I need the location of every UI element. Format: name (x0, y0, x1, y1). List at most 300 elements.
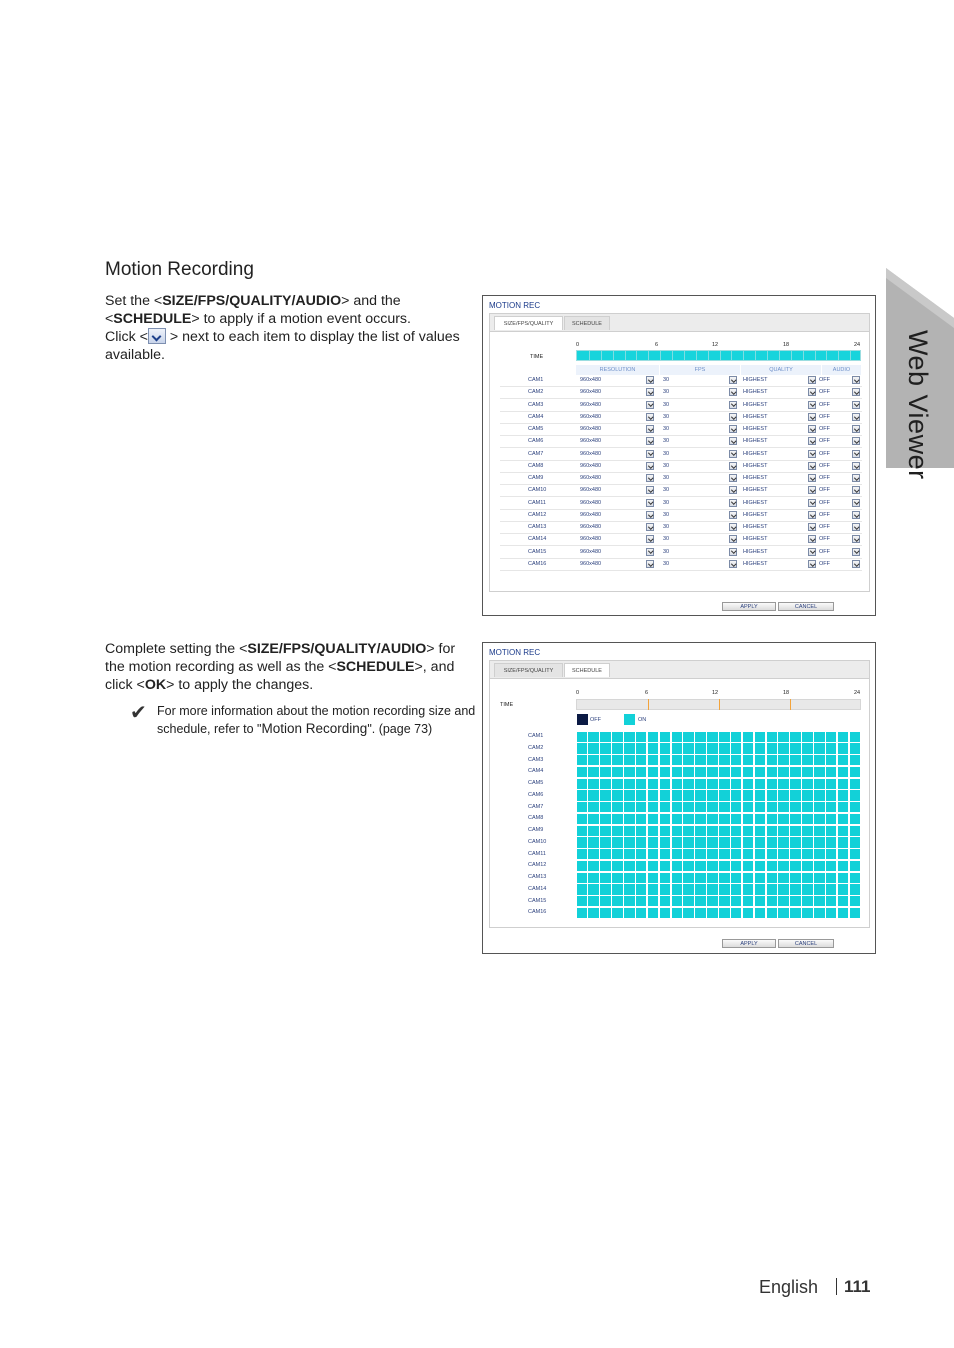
quality-dropdown-icon[interactable] (808, 474, 816, 482)
schedule-cell[interactable] (707, 814, 718, 824)
schedule-cell[interactable] (648, 837, 659, 847)
audio-dropdown-icon[interactable] (852, 425, 860, 433)
schedule-cell[interactable] (577, 767, 588, 777)
schedule-cell[interactable] (850, 814, 861, 824)
schedule-cell[interactable] (683, 743, 694, 753)
schedule-cell[interactable] (683, 861, 694, 871)
quality-dropdown-icon[interactable] (808, 462, 816, 470)
fps-dropdown-icon[interactable] (729, 401, 737, 409)
schedule-cell[interactable] (790, 873, 801, 883)
schedule-cell[interactable] (767, 732, 778, 742)
tab-schedule[interactable]: SCHEDULE (564, 663, 610, 677)
schedule-cell[interactable] (826, 755, 837, 765)
schedule-cell[interactable] (814, 837, 825, 847)
schedule-cell[interactable] (600, 755, 611, 765)
schedule-cell[interactable] (826, 790, 837, 800)
schedule-cell[interactable] (755, 861, 766, 871)
schedule-cell[interactable] (612, 837, 623, 847)
schedule-cell[interactable] (695, 814, 706, 824)
schedule-cell[interactable] (790, 861, 801, 871)
schedule-cell[interactable] (648, 896, 659, 906)
schedule-cell[interactable] (790, 896, 801, 906)
schedule-cell[interactable] (600, 826, 611, 836)
schedule-cell[interactable] (790, 767, 801, 777)
schedule-cell[interactable] (636, 861, 647, 871)
schedule-cell[interactable] (660, 873, 671, 883)
schedule-cell[interactable] (731, 837, 742, 847)
schedule-cell[interactable] (624, 849, 635, 859)
resolution-dropdown-icon[interactable] (646, 499, 654, 507)
schedule-cell[interactable] (636, 826, 647, 836)
resolution-dropdown-icon[interactable] (646, 437, 654, 445)
quality-dropdown-icon[interactable] (808, 499, 816, 507)
schedule-cell[interactable] (826, 767, 837, 777)
schedule-cell[interactable] (743, 755, 754, 765)
schedule-cell[interactable] (624, 755, 635, 765)
schedule-cell[interactable] (850, 767, 861, 777)
schedule-cell[interactable] (672, 767, 683, 777)
quality-dropdown-icon[interactable] (808, 548, 816, 556)
schedule-cell[interactable] (600, 743, 611, 753)
schedule-cell[interactable] (755, 849, 766, 859)
schedule-cell[interactable] (731, 826, 742, 836)
schedule-cell[interactable] (802, 908, 813, 918)
schedule-cell[interactable] (695, 732, 706, 742)
schedule-cell[interactable] (731, 908, 742, 918)
schedule-cell[interactable] (814, 767, 825, 777)
schedule-cell[interactable] (731, 755, 742, 765)
schedule-cell[interactable] (767, 873, 778, 883)
schedule-cell[interactable] (707, 849, 718, 859)
schedule-cell[interactable] (660, 814, 671, 824)
schedule-cell[interactable] (695, 837, 706, 847)
schedule-cell[interactable] (588, 896, 599, 906)
schedule-cell[interactable] (767, 861, 778, 871)
schedule-cell[interactable] (588, 873, 599, 883)
schedule-cell[interactable] (802, 802, 813, 812)
schedule-cell[interactable] (695, 802, 706, 812)
schedule-cell[interactable] (577, 837, 588, 847)
schedule-cell[interactable] (802, 873, 813, 883)
audio-dropdown-icon[interactable] (852, 450, 860, 458)
schedule-cell[interactable] (707, 873, 718, 883)
schedule-cell[interactable] (648, 755, 659, 765)
schedule-cell[interactable] (624, 826, 635, 836)
schedule-cell[interactable] (719, 790, 730, 800)
resolution-dropdown-icon[interactable] (646, 560, 654, 568)
fps-dropdown-icon[interactable] (729, 535, 737, 543)
schedule-cell[interactable] (719, 826, 730, 836)
schedule-cell[interactable] (838, 861, 849, 871)
schedule-cell[interactable] (588, 790, 599, 800)
schedule-cell[interactable] (600, 732, 611, 742)
schedule-cell[interactable] (767, 896, 778, 906)
schedule-cell[interactable] (624, 732, 635, 742)
schedule-cell[interactable] (719, 732, 730, 742)
schedule-cell[interactable] (660, 755, 671, 765)
schedule-cell[interactable] (814, 849, 825, 859)
schedule-cell[interactable] (695, 826, 706, 836)
schedule-cell[interactable] (767, 849, 778, 859)
schedule-cell[interactable] (707, 732, 718, 742)
schedule-cell[interactable] (814, 779, 825, 789)
resolution-dropdown-icon[interactable] (646, 388, 654, 396)
quality-dropdown-icon[interactable] (808, 511, 816, 519)
schedule-cell[interactable] (648, 767, 659, 777)
schedule-cell[interactable] (707, 755, 718, 765)
audio-dropdown-icon[interactable] (852, 523, 860, 531)
schedule-cell[interactable] (683, 802, 694, 812)
schedule-cell[interactable] (707, 790, 718, 800)
schedule-cell[interactable] (743, 767, 754, 777)
schedule-cell[interactable] (660, 896, 671, 906)
schedule-cell[interactable] (719, 884, 730, 894)
schedule-cell[interactable] (683, 814, 694, 824)
schedule-cell[interactable] (588, 837, 599, 847)
schedule-cell[interactable] (838, 837, 849, 847)
schedule-cell[interactable] (802, 884, 813, 894)
schedule-cell[interactable] (731, 873, 742, 883)
schedule-cell[interactable] (695, 755, 706, 765)
schedule-cell[interactable] (707, 743, 718, 753)
schedule-cell[interactable] (731, 849, 742, 859)
audio-dropdown-icon[interactable] (852, 437, 860, 445)
schedule-cell[interactable] (838, 849, 849, 859)
schedule-cell[interactable] (577, 849, 588, 859)
schedule-cell[interactable] (588, 802, 599, 812)
schedule-cell[interactable] (636, 908, 647, 918)
schedule-cell[interactable] (683, 884, 694, 894)
schedule-cell[interactable] (790, 779, 801, 789)
schedule-cell[interactable] (660, 837, 671, 847)
schedule-cell[interactable] (743, 814, 754, 824)
resolution-dropdown-icon[interactable] (646, 511, 654, 519)
schedule-cell[interactable] (612, 743, 623, 753)
schedule-cell[interactable] (850, 849, 861, 859)
schedule-cell[interactable] (731, 743, 742, 753)
schedule-cell[interactable] (743, 908, 754, 918)
schedule-cell[interactable] (838, 790, 849, 800)
schedule-cell[interactable] (707, 884, 718, 894)
audio-dropdown-icon[interactable] (852, 486, 860, 494)
schedule-cell[interactable] (838, 814, 849, 824)
schedule-cell[interactable] (612, 884, 623, 894)
schedule-cell[interactable] (838, 779, 849, 789)
schedule-cell[interactable] (624, 884, 635, 894)
schedule-cell[interactable] (648, 861, 659, 871)
schedule-cell[interactable] (648, 779, 659, 789)
time-bar[interactable] (576, 350, 861, 361)
schedule-cell[interactable] (850, 826, 861, 836)
resolution-dropdown-icon[interactable] (646, 425, 654, 433)
schedule-cell[interactable] (695, 884, 706, 894)
schedule-cell[interactable] (660, 908, 671, 918)
schedule-cell[interactable] (850, 802, 861, 812)
schedule-cell[interactable] (719, 779, 730, 789)
schedule-cell[interactable] (719, 802, 730, 812)
schedule-cell[interactable] (850, 861, 861, 871)
schedule-cell[interactable] (612, 861, 623, 871)
schedule-cell[interactable] (838, 767, 849, 777)
schedule-cell[interactable] (707, 896, 718, 906)
quality-dropdown-icon[interactable] (808, 401, 816, 409)
schedule-cell[interactable] (636, 767, 647, 777)
schedule-cell[interactable] (838, 873, 849, 883)
schedule-cell[interactable] (683, 908, 694, 918)
schedule-cell[interactable] (636, 802, 647, 812)
quality-dropdown-icon[interactable] (808, 388, 816, 396)
schedule-cell[interactable] (755, 908, 766, 918)
quality-dropdown-icon[interactable] (808, 376, 816, 384)
schedule-cell[interactable] (802, 896, 813, 906)
schedule-cell[interactable] (790, 908, 801, 918)
schedule-cell[interactable] (588, 826, 599, 836)
schedule-cell[interactable] (814, 861, 825, 871)
schedule-cell[interactable] (755, 826, 766, 836)
schedule-cell[interactable] (600, 861, 611, 871)
schedule-cell[interactable] (695, 767, 706, 777)
schedule-cell[interactable] (624, 814, 635, 824)
fps-dropdown-icon[interactable] (729, 474, 737, 482)
schedule-cell[interactable] (767, 790, 778, 800)
schedule-cell[interactable] (743, 802, 754, 812)
schedule-cell[interactable] (778, 767, 789, 777)
schedule-cell[interactable] (731, 779, 742, 789)
schedule-cell[interactable] (826, 861, 837, 871)
schedule-cell[interactable] (826, 896, 837, 906)
schedule-cell[interactable] (612, 896, 623, 906)
schedule-cell[interactable] (790, 849, 801, 859)
resolution-dropdown-icon[interactable] (646, 474, 654, 482)
schedule-cell[interactable] (648, 908, 659, 918)
schedule-cell[interactable] (719, 837, 730, 847)
schedule-cell[interactable] (636, 743, 647, 753)
schedule-cell[interactable] (814, 908, 825, 918)
schedule-cell[interactable] (660, 802, 671, 812)
schedule-cell[interactable] (838, 896, 849, 906)
schedule-cell[interactable] (612, 814, 623, 824)
schedule-cell[interactable] (672, 908, 683, 918)
schedule-cell[interactable] (672, 837, 683, 847)
schedule-cell[interactable] (743, 873, 754, 883)
schedule-cell[interactable] (648, 873, 659, 883)
schedule-cell[interactable] (767, 826, 778, 836)
schedule-cell[interactable] (600, 779, 611, 789)
schedule-cell[interactable] (695, 896, 706, 906)
schedule-cell[interactable] (624, 896, 635, 906)
schedule-cell[interactable] (826, 849, 837, 859)
fps-dropdown-icon[interactable] (729, 388, 737, 396)
schedule-cell[interactable] (767, 779, 778, 789)
schedule-cell[interactable] (802, 826, 813, 836)
schedule-cell[interactable] (743, 837, 754, 847)
fps-dropdown-icon[interactable] (729, 437, 737, 445)
schedule-cell[interactable] (660, 884, 671, 894)
schedule-cell[interactable] (636, 755, 647, 765)
fps-dropdown-icon[interactable] (729, 486, 737, 494)
schedule-cell[interactable] (778, 802, 789, 812)
schedule-cell[interactable] (672, 779, 683, 789)
schedule-cell[interactable] (802, 790, 813, 800)
schedule-cell[interactable] (672, 896, 683, 906)
schedule-cell[interactable] (790, 814, 801, 824)
quality-dropdown-icon[interactable] (808, 425, 816, 433)
schedule-cell[interactable] (624, 790, 635, 800)
schedule-cell[interactable] (612, 826, 623, 836)
resolution-dropdown-icon[interactable] (646, 486, 654, 494)
schedule-cell[interactable] (719, 814, 730, 824)
schedule-cell[interactable] (624, 779, 635, 789)
schedule-cell[interactable] (577, 826, 588, 836)
schedule-cell[interactable] (577, 755, 588, 765)
schedule-cell[interactable] (600, 873, 611, 883)
schedule-cell[interactable] (755, 743, 766, 753)
schedule-cell[interactable] (755, 732, 766, 742)
schedule-cell[interactable] (850, 908, 861, 918)
schedule-cell[interactable] (743, 826, 754, 836)
schedule-cell[interactable] (588, 755, 599, 765)
schedule-cell[interactable] (755, 873, 766, 883)
schedule-cell[interactable] (588, 779, 599, 789)
schedule-cell[interactable] (755, 779, 766, 789)
schedule-cell[interactable] (636, 873, 647, 883)
schedule-cell[interactable] (850, 743, 861, 753)
schedule-cell[interactable] (778, 896, 789, 906)
schedule-cell[interactable] (802, 861, 813, 871)
schedule-cell[interactable] (672, 873, 683, 883)
schedule-cell[interactable] (672, 826, 683, 836)
schedule-cell[interactable] (850, 755, 861, 765)
schedule-cell[interactable] (672, 755, 683, 765)
schedule-cell[interactable] (731, 802, 742, 812)
schedule-cell[interactable] (743, 849, 754, 859)
resolution-dropdown-icon[interactable] (646, 535, 654, 543)
schedule-cell[interactable] (826, 814, 837, 824)
schedule-cell[interactable] (600, 790, 611, 800)
schedule-cell[interactable] (612, 767, 623, 777)
schedule-cell[interactable] (850, 896, 861, 906)
schedule-cell[interactable] (636, 814, 647, 824)
schedule-cell[interactable] (600, 896, 611, 906)
schedule-cell[interactable] (636, 732, 647, 742)
schedule-cell[interactable] (719, 908, 730, 918)
schedule-cell[interactable] (778, 779, 789, 789)
schedule-cell[interactable] (802, 779, 813, 789)
schedule-cell[interactable] (850, 732, 861, 742)
schedule-cell[interactable] (719, 755, 730, 765)
audio-dropdown-icon[interactable] (852, 499, 860, 507)
schedule-cell[interactable] (707, 826, 718, 836)
schedule-cell[interactable] (695, 790, 706, 800)
schedule-cell[interactable] (767, 755, 778, 765)
schedule-cell[interactable] (660, 790, 671, 800)
schedule-cell[interactable] (743, 732, 754, 742)
schedule-cell[interactable] (672, 802, 683, 812)
fps-dropdown-icon[interactable] (729, 548, 737, 556)
schedule-cell[interactable] (802, 814, 813, 824)
schedule-cell[interactable] (660, 732, 671, 742)
schedule-cell[interactable] (600, 802, 611, 812)
schedule-cell[interactable] (695, 743, 706, 753)
schedule-cell[interactable] (577, 779, 588, 789)
schedule-cell[interactable] (850, 873, 861, 883)
fps-dropdown-icon[interactable] (729, 425, 737, 433)
schedule-cell[interactable] (850, 790, 861, 800)
schedule-cell[interactable] (600, 908, 611, 918)
schedule-cell[interactable] (660, 779, 671, 789)
schedule-cell[interactable] (624, 908, 635, 918)
schedule-cell[interactable] (588, 767, 599, 777)
schedule-cell[interactable] (731, 884, 742, 894)
schedule-cell[interactable] (790, 743, 801, 753)
schedule-cell[interactable] (767, 802, 778, 812)
schedule-cell[interactable] (719, 849, 730, 859)
schedule-cell[interactable] (719, 767, 730, 777)
schedule-cell[interactable] (838, 826, 849, 836)
tab-schedule[interactable]: SCHEDULE (564, 316, 610, 330)
schedule-cell[interactable] (778, 884, 789, 894)
schedule-cell[interactable] (802, 767, 813, 777)
schedule-cell[interactable] (826, 826, 837, 836)
schedule-cell[interactable] (648, 849, 659, 859)
schedule-cell[interactable] (636, 896, 647, 906)
schedule-cell[interactable] (588, 732, 599, 742)
schedule-cell[interactable] (683, 779, 694, 789)
schedule-cell[interactable] (577, 884, 588, 894)
schedule-cell[interactable] (838, 908, 849, 918)
audio-dropdown-icon[interactable] (852, 376, 860, 384)
schedule-cell[interactable] (719, 743, 730, 753)
schedule-cell[interactable] (707, 837, 718, 847)
schedule-cell[interactable] (814, 884, 825, 894)
schedule-cell[interactable] (612, 790, 623, 800)
schedule-cell[interactable] (826, 743, 837, 753)
schedule-cell[interactable] (814, 873, 825, 883)
schedule-cell[interactable] (755, 837, 766, 847)
schedule-cell[interactable] (731, 732, 742, 742)
schedule-cell[interactable] (612, 908, 623, 918)
schedule-cell[interactable] (588, 849, 599, 859)
audio-dropdown-icon[interactable] (852, 462, 860, 470)
schedule-cell[interactable] (790, 790, 801, 800)
fps-dropdown-icon[interactable] (729, 462, 737, 470)
schedule-cell[interactable] (588, 884, 599, 894)
schedule-cell[interactable] (588, 814, 599, 824)
schedule-cell[interactable] (648, 802, 659, 812)
schedule-cell[interactable] (672, 849, 683, 859)
schedule-cell[interactable] (790, 837, 801, 847)
schedule-cell[interactable] (814, 790, 825, 800)
schedule-cell[interactable] (767, 767, 778, 777)
schedule-cell[interactable] (624, 743, 635, 753)
schedule-cell[interactable] (743, 779, 754, 789)
schedule-cell[interactable] (778, 861, 789, 871)
schedule-cell[interactable] (660, 861, 671, 871)
schedule-cell[interactable] (731, 896, 742, 906)
schedule-cell[interactable] (778, 790, 789, 800)
schedule-cell[interactable] (778, 755, 789, 765)
schedule-cell[interactable] (577, 861, 588, 871)
schedule-cell[interactable] (755, 802, 766, 812)
schedule-cell[interactable] (767, 908, 778, 918)
schedule-cell[interactable] (814, 802, 825, 812)
schedule-cell[interactable] (707, 802, 718, 812)
fps-dropdown-icon[interactable] (729, 511, 737, 519)
resolution-dropdown-icon[interactable] (646, 462, 654, 470)
schedule-cell[interactable] (695, 849, 706, 859)
schedule-cell[interactable] (826, 884, 837, 894)
schedule-cell[interactable] (695, 873, 706, 883)
